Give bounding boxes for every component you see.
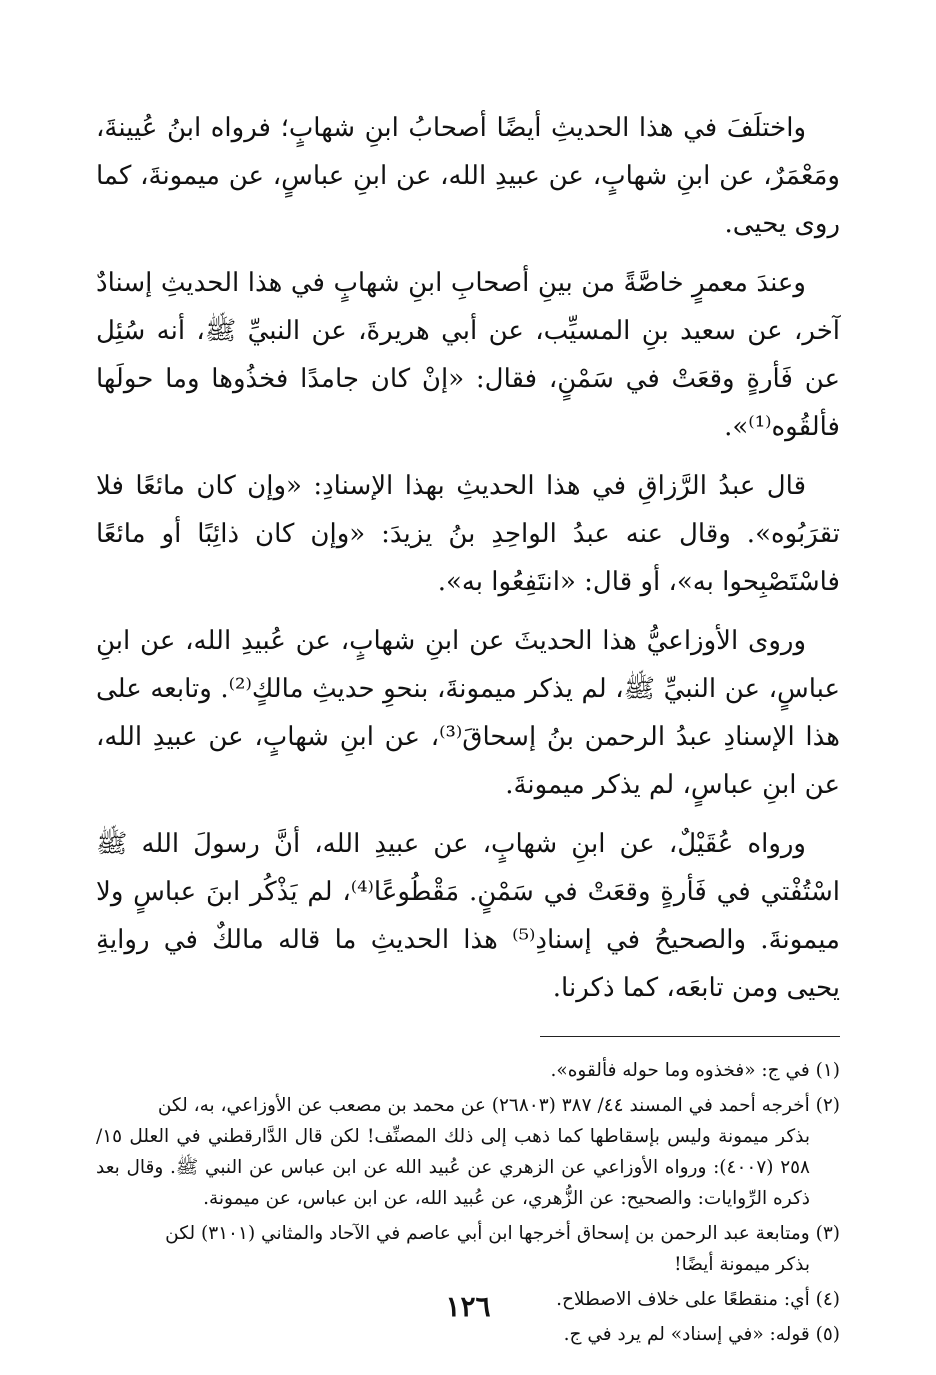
paragraph-3: قال عبدُ الرَّزاقِ في هذا الحديثِ بهذا الإسنادِ: «وإن كان مائعًا فلا تقرَبُوه». وقال عنه عبدُ الواحِدِ بنُ يزيدَ: «وإن كان ذائِبًا أو مائعًا فاسْتَصْبِحوا به»، أو قال: «انتَفِعُوا به».: [96, 471, 840, 597]
footnote-3-continuation: بذكر ميمونة أيضًا!: [674, 1254, 810, 1275]
paragraph-1: واختلَفَ في هذا الحديثِ أيضًا أصحابُ ابنِ شهابٍ؛ فرواه ابنُ عُيينةَ، ومَعْمَرٌ، عن ابنِ شهابٍ، عن عبيدِ الله، عن ابنِ عباسٍ، عن ميمونةَ، كما روى يحيى.: [96, 113, 840, 239]
footnote-1: (١) في ج: «فخذوه وما حوله فألقوه».: [550, 1060, 840, 1081]
footnote-2-first-line: (٢) أخرجه أحمد في المسند ٤٤/ ٣٨٧ (٢٦٨٠٣) عن محمد بن مصعب عن الأوزاعي، به، لكن: [157, 1095, 840, 1116]
footnote-separator: [540, 1036, 840, 1037]
paragraph-2: وعندَ معمرٍ خاصَّةً من بينِ أصحابِ ابنِ شهابٍ في هذا الحديثِ إسنادٌ آخر، عن سعيد بنِ المسيِّب، عن أبي هريرةَ، عن النبيِّ ﷺ، أنه سُئِل عن فَأرةٍ وقعَتْ في سَمْنٍ، فقال: «إنْ كان جامدًا فخذُوها وما حولَها فألقُوه⁽¹⁾».: [96, 268, 840, 442]
footnote-3-first-line: (٣) ومتابعة عبد الرحمن بن إسحاق أخرجها ابن أبي عاصم في الآحاد والمثاني (٣١٠١) لكن: [165, 1223, 840, 1244]
book-page: [96, 104, 840, 1375]
main-text: [96, 104, 840, 1012]
paragraph-4: وروى الأوزاعيُّ هذا الحديثَ عن ابنِ شهابٍ، عن عُبيدِ الله، عن ابنِ عباسٍ، عن النبيِّ ﷺ، لم يذكر ميمونةَ، بنحوِ حديثِ مالكٍ⁽²⁾. وتابعه على هذا الإسنادِ عبدُ الرحمن بنُ إسحاقَ⁽³⁾، عن ابنِ شهابٍ، عن عبيدِ الله، عن ابنِ عباسٍ، لم يذكر ميمونةَ.: [96, 626, 840, 800]
footnote-5: (٥) قوله: «في إسناد» لم يرد في ج.: [563, 1324, 840, 1345]
footnote-2: [96, 1090, 840, 1214]
paragraph-5: ورواه عُقَيْلٌ، عن ابنِ شهابٍ، عن عبيدِ الله، أنَّ رسولَ الله ﷺ اسْتُفْتي في فَأرةٍ وقعَتْ في سَمْنٍ. مَقْطُوعًا⁽⁴⁾، لم يَذْكُر ابنَ عباسٍ ولا ميمونةَ. والصحيحُ في إسنادِ⁽⁵⁾ هذا الحديثِ ما قاله مالكٌ في روايةِ يحيى ومن تابعَه، كما ذكرنا.: [96, 829, 840, 1003]
footnote-2-continuation: بذكر ميمونة وليس بإسقاطها كما ذهب إلى ذلك المصنِّف! لكن قال الدَّارقطني في العلل ١٥/ ٢٥٨ (٤٠٠٧): ورواه الأوزاعي عن الزهري عن عُبيد الله عن ابن عباس عن النبي ﷺ. وقال بعد ذكره الرِّوايات: والصحيح: عن الزُّهري، عن عُبيد الله، عن ابن عباس، عن ميمونة.: [96, 1126, 810, 1209]
footnote-3: [96, 1218, 840, 1280]
page-number: ١٢٦: [445, 1290, 491, 1323]
footnote-4: (٤) أي: منقطعًا على خلاف الاصطلاح.: [556, 1289, 840, 1310]
